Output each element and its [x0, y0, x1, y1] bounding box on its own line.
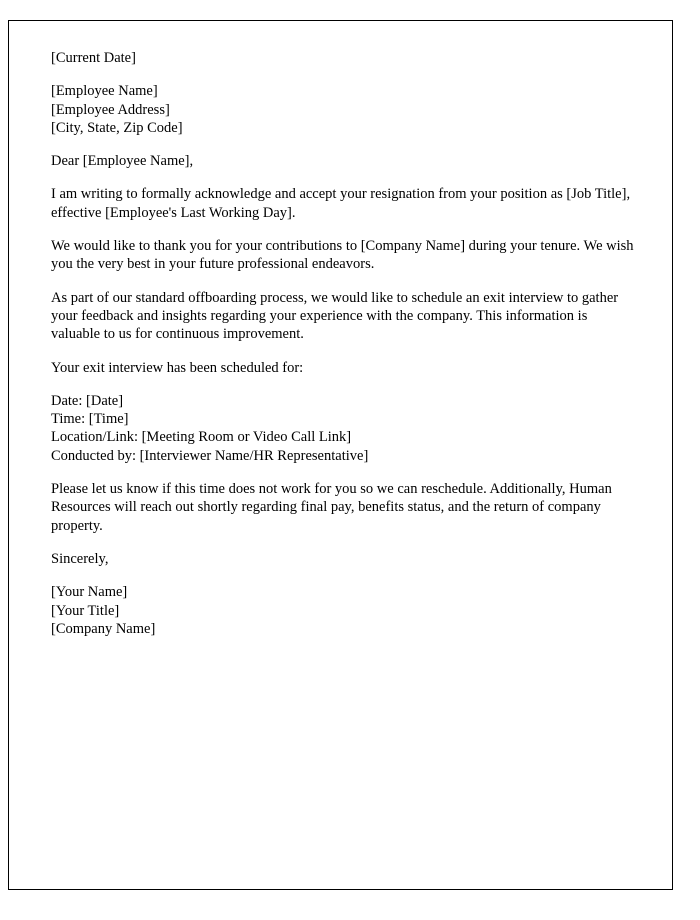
paragraph-text: I am writing to formally acknowledge and accept your resignation from your position as [Job Title], effective [Employee's Last Working Day]. [51, 186, 634, 221]
paragraph-text: We would like to thank you for your contributions to [Company Name] during your tenure. We wish you the very best in your future professional endeavors. [51, 238, 638, 273]
paragraph-thank-you [51, 237, 638, 274]
paragraph-offboarding-process [51, 289, 634, 344]
interview-date-line: Date: [Date] [51, 392, 124, 409]
salutation-text: Dear [Employee Name], [51, 153, 194, 170]
paragraph-text: Your exit interview has been scheduled for: [51, 359, 304, 376]
signature-company-line: [Company Name] [51, 620, 156, 637]
recipient-address-block [51, 82, 634, 137]
signature-title-line: [Your Title] [51, 602, 120, 619]
signature-name-line: [Your Name] [51, 584, 128, 601]
paragraph-text: Please let us know if this time does not work for you so we can reschedule. Additionally, Human Resources will reach out shortly regarding final pay, benefits status, and the return of company property. [51, 481, 616, 534]
letter-document [8, 20, 673, 890]
closing-block [51, 550, 634, 568]
paragraph-interview-scheduled-intro [51, 359, 634, 377]
paragraph-reschedule-and-hr-followup [51, 480, 634, 535]
interview-time-line: Time: [Time] [51, 411, 129, 428]
interview-conducted-by-line: Conducted by: [Interviewer Name/HR Representative] [51, 447, 369, 464]
salutation-block [51, 152, 634, 170]
paragraph-text: As part of our standard offboarding process, we would like to schedule an exit interview to gather your feedback and insights regarding your experience with the company. This information is valuable to us for continuous improvement. [51, 289, 622, 343]
date-block [51, 49, 634, 67]
signature-block [51, 583, 634, 638]
employee-city-state-zip-line: [City, State, Zip Code] [51, 119, 183, 136]
employee-address-line: [Employee Address] [51, 101, 170, 118]
paragraph-resignation-acknowledgment [51, 185, 634, 222]
closing-text: Sincerely, [51, 550, 109, 567]
interview-location-line: Location/Link: [Meeting Room or Video Call Link] [51, 429, 352, 446]
employee-name-line: [Employee Name] [51, 83, 158, 100]
current-date-placeholder: [Current Date] [51, 50, 136, 66]
interview-details-block [51, 392, 634, 465]
